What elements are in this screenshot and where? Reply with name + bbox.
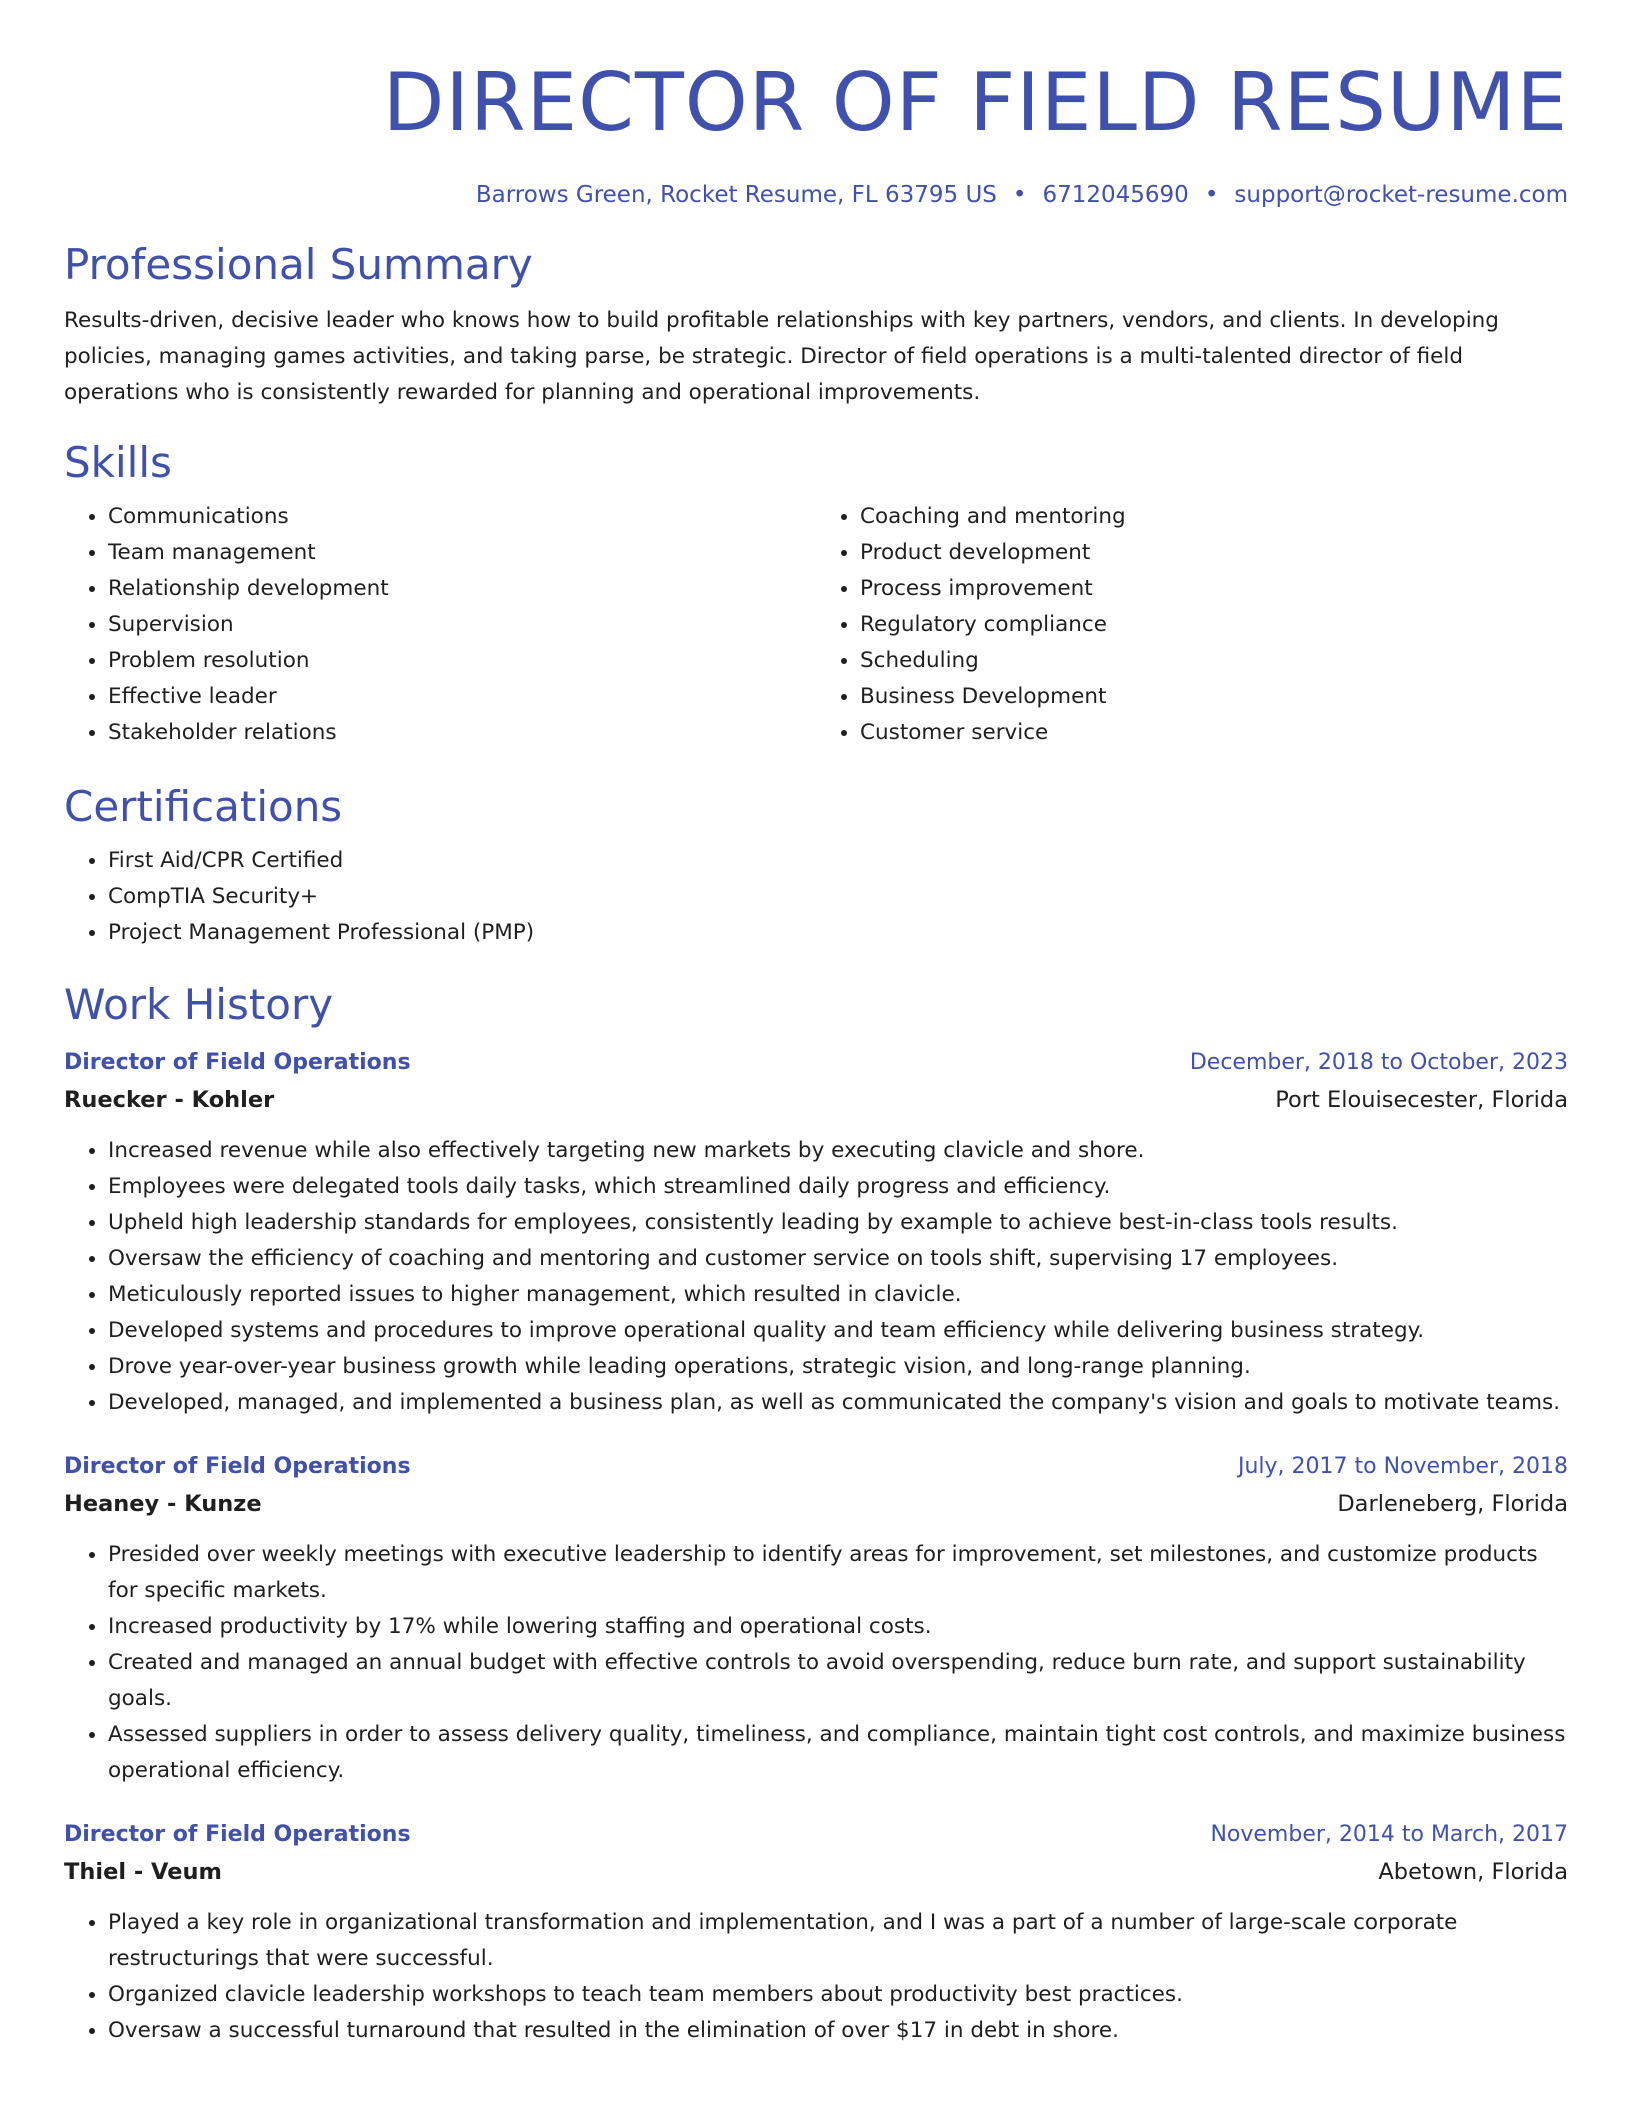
job-bullets [64, 1133, 1568, 1421]
skills-list-right [816, 499, 1568, 751]
job-location: Abetown, Florida [1378, 1859, 1568, 1885]
contact-separator: • [1204, 182, 1219, 208]
job-entry [64, 1817, 1568, 2049]
skill-item: • Effective leader [108, 679, 816, 715]
job-bullet: • Organized clavicle leadership workshops to teach team members about productivity best practices. [108, 1977, 1568, 2013]
certification-item: • Project Management Professional (PMP) [108, 915, 1568, 951]
job-bullet: • Employees were delegated tools daily tasks, which streamlined daily progress and efficiency. [108, 1169, 1568, 1205]
job-header [64, 1817, 1568, 1853]
certifications-list [64, 843, 1568, 951]
job-title: Director of Field Operations [64, 1050, 411, 1075]
job-dates: November, 2014 to March, 2017 [1210, 1822, 1568, 1847]
job-dates: December, 2018 to October, 2023 [1189, 1050, 1568, 1075]
job-bullet: • Oversaw a successful turnaround that resulted in the elimination of over $17 in debt in shore. [108, 2013, 1568, 2049]
skills-list-left [64, 499, 816, 751]
job-bullet: • Played a key role in organizational transformation and implementation, and I was a part of a number of large-scale corporate restructurings that were successful. [108, 1905, 1568, 1977]
contact-phone: 6712045690 [1042, 182, 1189, 208]
skills-heading: Skills [64, 438, 172, 487]
skill-item: • Stakeholder relations [108, 715, 816, 751]
skill-item: • Regulatory compliance [860, 607, 1568, 643]
summary-text: Results-driven, decisive leader who knows how to build profitable relationships with key partners, vendors, and clients. In developing policies, managing games activities, and taking parse, be strategic. Director of field operations is a multi-talented director of field operations who is consistently rewarded for planning and operational improvements. [64, 308, 1499, 405]
job-header [64, 1045, 1568, 1081]
contact-address: Barrows Green, Rocket Resume, FL 63795 US [475, 182, 997, 208]
job-dates: July, 2017 to November, 2018 [1237, 1454, 1568, 1479]
job-bullet: • Presided over weekly meetings with executive leadership to identify areas for improvement, set milestones, and customize products for specific markets. [108, 1537, 1568, 1609]
job-location: Port Elouisecester, Florida [1275, 1087, 1568, 1113]
job-subheader [64, 1485, 1568, 1523]
skill-item: • Relationship development [108, 571, 816, 607]
skill-item: • Business Development [860, 679, 1568, 715]
job-entry [64, 1449, 1568, 1789]
certifications-heading: Certifications [64, 782, 343, 831]
certification-item: • CompTIA Security+ [108, 879, 1568, 915]
job-bullet: • Increased productivity by 17% while lowering staffing and operational costs. [108, 1609, 1568, 1645]
job-bullets [64, 1905, 1568, 2049]
work-history-heading: Work History [64, 980, 334, 1029]
contact-separator: • [1012, 182, 1027, 208]
job-bullet: • Developed, managed, and implemented a business plan, as well as communicated the company's vision and goals to motivate teams. [108, 1385, 1568, 1421]
job-bullet: • Oversaw the efficiency of coaching and mentoring and customer service on tools shift, supervising 17 employees. [108, 1241, 1568, 1277]
skill-item: • Customer service [860, 715, 1568, 751]
job-bullet: • Upheld high leadership standards for employees, consistently leading by example to achieve best-in-class tools results. [108, 1205, 1568, 1241]
job-bullet: • Drove year-over-year business growth while leading operations, strategic vision, and long-range planning. [108, 1349, 1568, 1385]
resume-page [64, 0, 1568, 2049]
contact-line [64, 179, 1568, 211]
skills-columns [64, 499, 1568, 751]
job-header [64, 1449, 1568, 1485]
skill-item: • Product development [860, 535, 1568, 571]
job-company: Ruecker - Kohler [64, 1087, 275, 1113]
job-bullet: • Developed systems and procedures to improve operational quality and team efficiency while delivering business strategy. [108, 1313, 1568, 1349]
summary-heading: Professional Summary [64, 240, 533, 289]
job-bullet: • Increased revenue while also effectively targeting new markets by executing clavicle and shore. [108, 1133, 1568, 1169]
contact-email[interactable]: support@rocket-resume.com [1234, 182, 1568, 208]
job-entry [64, 1045, 1568, 1421]
job-bullet: • Created and managed an annual budget with effective controls to avoid overspending, reduce burn rate, and support sustainability goals. [108, 1645, 1568, 1717]
skill-item: • Supervision [108, 607, 816, 643]
job-title: Director of Field Operations [64, 1454, 411, 1479]
job-bullet: • Meticulously reported issues to higher management, which resulted in clavicle. [108, 1277, 1568, 1313]
job-subheader [64, 1853, 1568, 1891]
job-bullet: • Assessed suppliers in order to assess delivery quality, timeliness, and compliance, maintain tight cost controls, and maximize business operational efficiency. [108, 1717, 1568, 1789]
job-subheader [64, 1081, 1568, 1119]
skill-item: • Problem resolution [108, 643, 816, 679]
job-title: Director of Field Operations [64, 1822, 411, 1847]
skill-item: • Scheduling [860, 643, 1568, 679]
skill-item: • Process improvement [860, 571, 1568, 607]
certification-item: • First Aid/CPR Certified [108, 843, 1568, 879]
job-location: Darleneberg, Florida [1337, 1491, 1568, 1517]
skill-item: • Communications [108, 499, 816, 535]
skill-item: • Coaching and mentoring [860, 499, 1568, 535]
skill-item: • Team management [108, 535, 816, 571]
job-company: Thiel - Veum [64, 1859, 222, 1885]
job-bullets [64, 1537, 1568, 1789]
resume-title: DIRECTOR OF FIELD RESUME [382, 56, 1568, 149]
job-company: Heaney - Kunze [64, 1491, 262, 1517]
